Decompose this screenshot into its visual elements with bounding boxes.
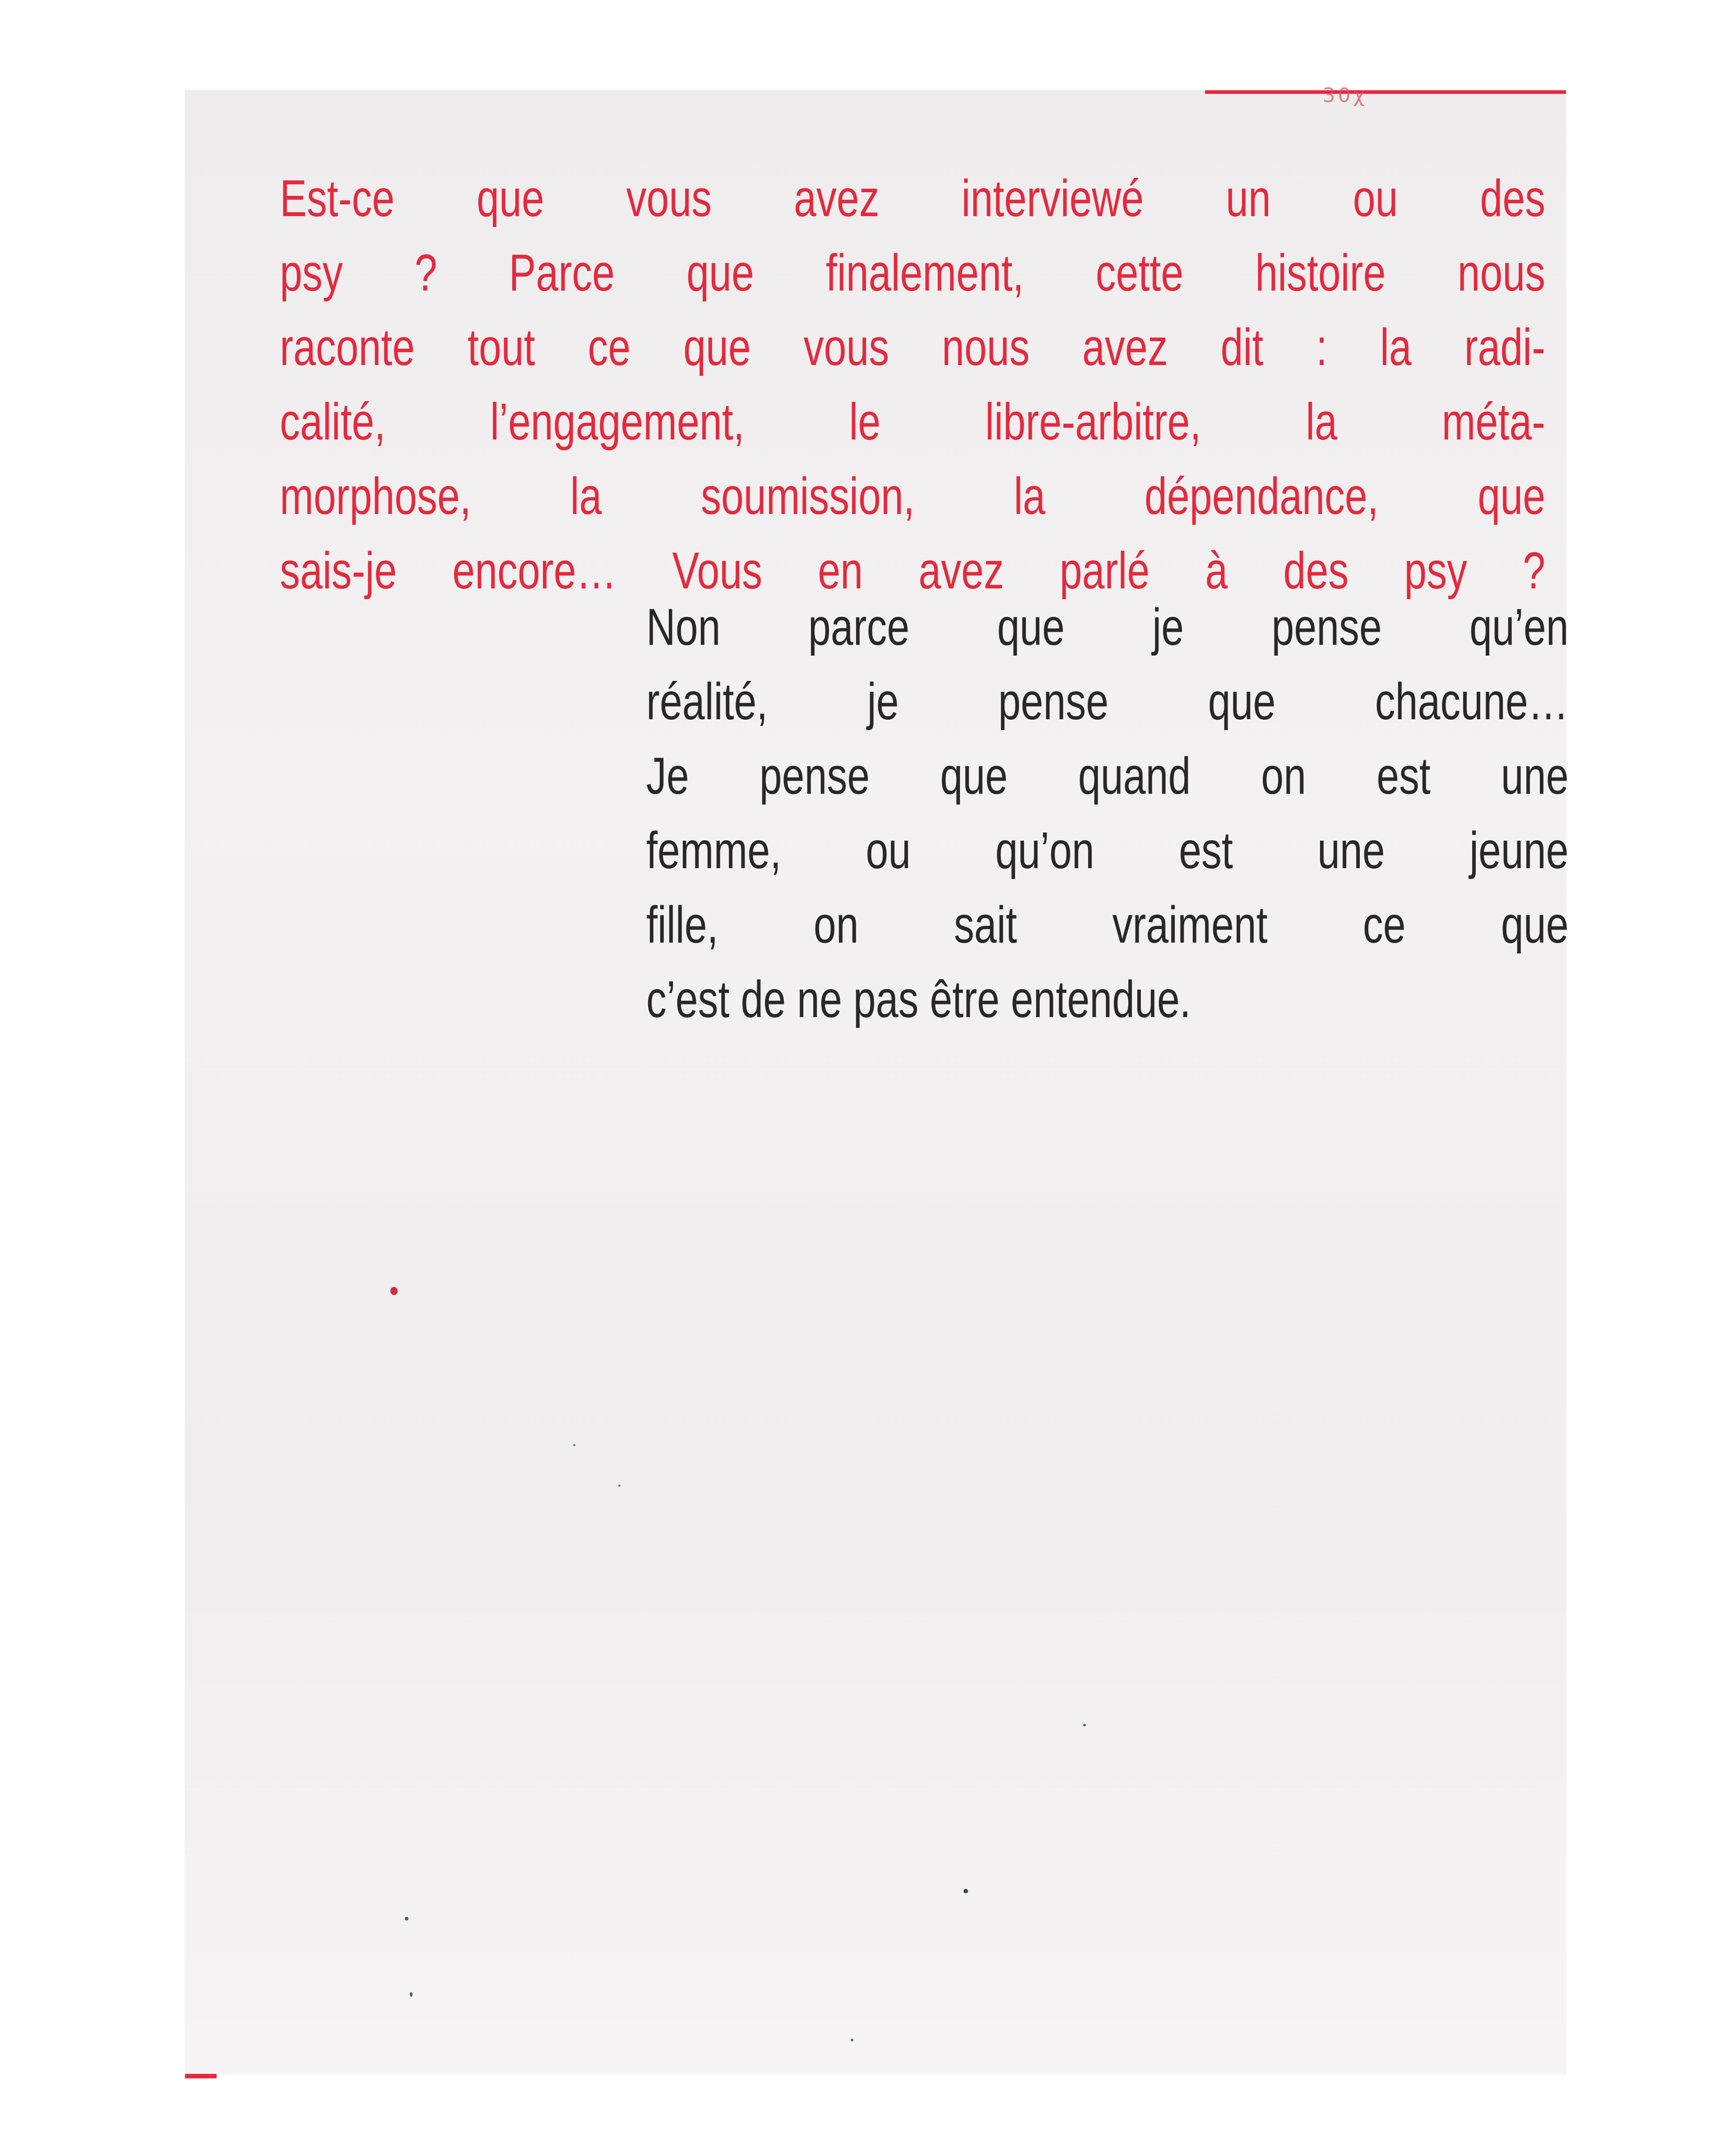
dust-speck (964, 1889, 968, 1893)
question-paragraph (280, 162, 1545, 608)
question-line: morphose, la soumission, la dépendance, que (280, 467, 1546, 525)
dust-speck (1083, 1724, 1086, 1726)
question-line: calité, l’engagement, le libre-arbitre, la méta- (280, 393, 1546, 451)
dust-speck (851, 2039, 853, 2041)
answer-line: c’est de ne pas être entendue. (646, 971, 1191, 1028)
dust-speck (405, 1917, 408, 1920)
answer-line: réalité, je pense que chacune… (646, 673, 1569, 731)
answer-line: Je pense que quand on est une (646, 747, 1569, 805)
red-edge-top (1205, 90, 1566, 94)
dust-speck (618, 1485, 621, 1487)
paper-sheet (185, 84, 1569, 2074)
question-line: sais-je encore… Vous en avez parlé à des psy ? (280, 542, 1546, 600)
pencil-page-mark: 30χ (1322, 84, 1367, 107)
answer-paragraph (646, 590, 1569, 1037)
question-line: Est-ce que vous avez interviewé un ou des (280, 170, 1546, 227)
dust-speck (410, 1992, 412, 1997)
answer-line: femme, ou qu’on est une jeune (646, 822, 1569, 879)
answer-line: Non parce que je pense qu’en (646, 598, 1569, 656)
red-edge-bottom (185, 2074, 217, 2078)
dust-speck (573, 1444, 575, 1446)
answer-line: fille, on sait vraiment ce que (646, 896, 1569, 954)
red-dot (390, 1287, 398, 1295)
question-line: raconte tout ce que vous nous avez dit : la radi- (280, 319, 1546, 376)
question-line: psy ? Parce que finalement, cette histoire nous (280, 244, 1546, 302)
